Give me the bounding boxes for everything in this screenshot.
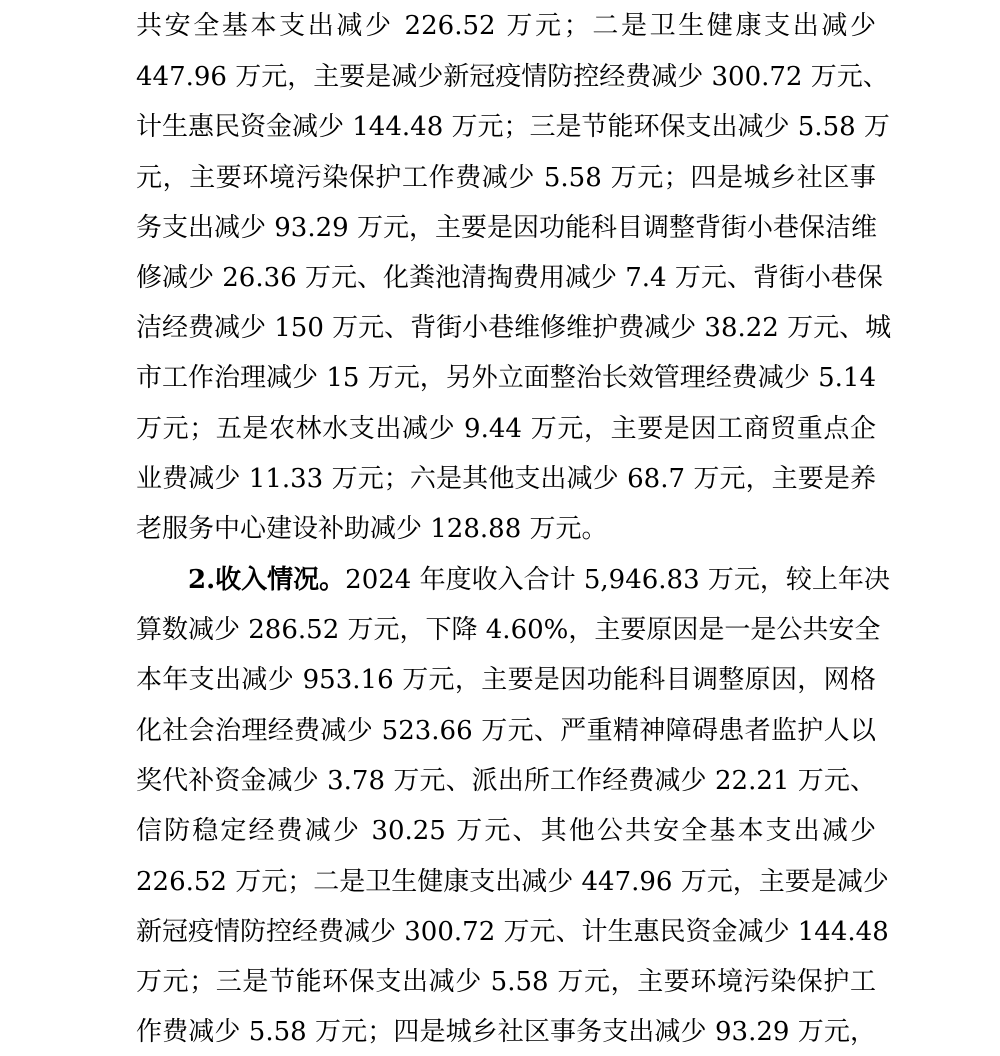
text-line: 共安全基本支出减少 226.52 万元；二是卫生健康支出减少 — [136, 11, 876, 41]
text-line: 老服务中心建设补助减少 128.88 万元。 — [136, 514, 608, 544]
text-line: 洁经费减少 150 万元、背街小巷维修维护费减少 38.22 万元、城 — [136, 313, 892, 343]
text-line: 算数减少 286.52 万元，下降 4.60%，主要原因是一是公共安全 — [136, 615, 881, 645]
text-line: 万元；三是节能环保支出减少 5.58 万元，主要环境污染保护工 — [136, 967, 876, 997]
text-line: 化社会治理经费减少 523.66 万元、严重精神障碍患者监护人以 — [136, 716, 876, 746]
text-line: 本年支出减少 953.16 万元，主要是因功能科目调整原因，网格 — [136, 665, 876, 695]
text-line: 修减少 26.36 万元、化粪池清掏费用减少 7.4 万元、背街小巷保 — [136, 263, 883, 293]
text-line: 信防稳定经费减少 30.25 万元、其他公共安全基本支出减少 — [136, 816, 876, 846]
text-line: 447.96 万元，主要是减少新冠疫情防控经费减少 300.72 万元、 — [136, 62, 889, 92]
text-line-rest: 2024 年度收入合计 5,946.83 万元，较上年决 — [345, 565, 890, 595]
text-line: 226.52 万元；二是卫生健康支出减少 447.96 万元，主要是减少 — [136, 867, 889, 897]
text-line: 务支出减少 93.29 万元，主要是因功能科目调整背街小巷保洁维 — [136, 213, 877, 243]
text-line: 万元；五是农林水支出减少 9.44 万元，主要是因工商贸重点企 — [136, 414, 876, 444]
text-line: 市工作治理减少 15 万元，另外立面整治长效管理经费减少 5.14 — [136, 363, 876, 393]
text-line: 计生惠民资金减少 144.48 万元；三是节能环保支出减少 5.58 万 — [136, 112, 890, 142]
section-heading: 2.收入情况。 — [188, 565, 346, 595]
text-line: 元，主要环境污染保护工作费减少 5.58 万元；四是城乡社区事 — [136, 163, 876, 193]
text-line: 业费减少 11.33 万元；六是其他支出减少 68.7 万元，主要是养 — [136, 464, 876, 494]
text-line: 新冠疫情防控经费减少 300.72 万元、计生惠民资金减少 144.48 — [136, 917, 889, 947]
text-line: 作费减少 5.58 万元；四是城乡社区事务支出减少 93.29 万元， — [136, 1017, 876, 1047]
text-line: 奖代补资金减少 3.78 万元、派出所工作经费减少 22.21 万元、 — [136, 766, 876, 796]
text-line-first — [188, 560, 890, 600]
